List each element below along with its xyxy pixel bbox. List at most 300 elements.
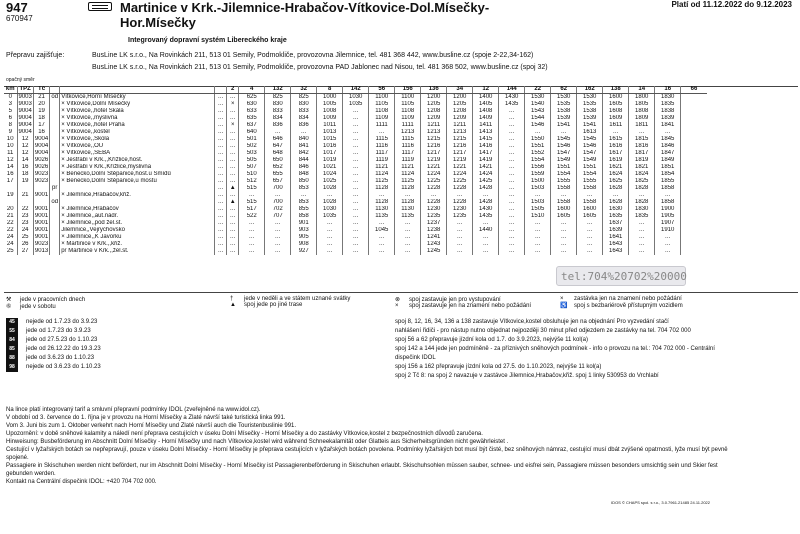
timetable-row [4,248,707,255]
departure-time: 1530 [525,94,551,102]
stop-meta: 9023 [34,171,49,177]
validity-period: Platí od 11.12.2022 do 9.12.2023 [671,0,792,9]
departure-time: 635 [239,115,265,122]
departure-time: … [317,241,343,248]
departure-time: 1556 [525,164,551,171]
period-note [6,345,101,354]
departure-time: … [499,241,525,248]
stop-meta: 21 [6,213,14,219]
departure-time: … [215,143,227,150]
departure-time: … [343,108,369,115]
departure-time: 1208 [447,108,473,115]
stop-name: × Jestřabí v Krk.,,Křížlice,host. [60,157,215,164]
departure-time: … [227,234,239,241]
departure-time [681,129,707,136]
departure-time: … [343,178,369,185]
departure-time: 1211 [447,122,473,129]
legend-text: spoj zastavuje jen na znamení nebo požádání [409,303,532,309]
departure-time: … [215,122,227,129]
departure-time: … [499,164,525,171]
departure-time: … [447,192,473,199]
departure-time: 1825 [629,178,655,185]
departure-time: … [655,192,681,199]
departure-time: … [227,129,239,136]
header-cell: 16 [655,86,681,94]
timetable-row [4,101,707,108]
departure-time [681,143,707,150]
header-cell: 66 [681,86,707,94]
departure-time: 1824 [629,171,655,178]
departure-time: 1821 [629,164,655,171]
stop-meta: 9023 [34,178,49,184]
header-cell: 138 [603,86,629,94]
stop-meta: 17 [33,122,49,129]
departure-time: 503 [239,150,265,157]
departure-time: 510 [239,171,265,178]
departure-time: 502 [239,143,265,150]
departure-time: … [215,234,227,241]
departure-time: 1558 [551,199,577,206]
stop-meta [50,122,60,129]
legend-col-4 [560,296,683,309]
header-cell: TPZ [17,86,33,94]
departure-time: 1540 [525,101,551,108]
departure-time: … [629,248,655,255]
departure-time: 1024 [317,171,343,178]
departure-time: 1845 [655,136,681,143]
departure-time: 855 [291,206,317,213]
departure-time: … [499,115,525,122]
departure-time: 1111 [395,122,421,129]
departure-time: … [227,171,239,178]
departure-time: … [343,115,369,122]
departure-time: 1846 [655,143,681,150]
departure-time: … [215,150,227,157]
stop-meta [33,199,49,206]
period-badge: 84 [6,336,18,345]
departure-time: 1530 [577,94,603,102]
stop-name [60,185,215,192]
departure-time: … [215,248,227,255]
departure-time: 1855 [655,178,681,185]
stop-meta: 14 [17,157,33,164]
departure-time: 1100 [395,94,421,102]
stop-meta: 16 [33,129,49,136]
stop-name [60,199,215,206]
departure-time: 1028 [317,199,343,206]
departure-time: … [473,234,499,241]
period-text: jede od 26.12.22 do 19.3.23 [26,346,101,352]
departure-time: 1554 [525,157,551,164]
timetable-row [4,164,707,171]
stop-meta: 23 [17,220,33,227]
departure-time: … [227,143,239,150]
departure-time: 1217 [447,150,473,157]
departure-time: ▲ [227,185,239,192]
departure-time: … [215,164,227,171]
departure-time: 1558 [551,185,577,192]
departure-time: 842 [291,150,317,157]
period-notes [6,318,101,372]
departure-time: 1216 [447,143,473,150]
departure-time: 1005 [317,101,343,108]
departure-time: 1205 [421,101,447,108]
departure-time: 1128 [369,185,395,192]
departure-time: 1421 [473,164,499,171]
header-cell: 4 [239,86,265,94]
departure-time: … [525,241,551,248]
departure-time: … [227,248,239,255]
timetable-row [4,192,707,199]
departure-time: … [499,206,525,213]
departure-time: 1125 [395,178,421,185]
departure-time: 1130 [395,206,421,213]
departure-time: 1135 [369,213,395,220]
departure-time: … [317,192,343,199]
stop-meta: 9001 [34,213,49,219]
stop-meta: 11 [7,150,14,156]
departure-time: … [215,129,227,136]
departure-time: 1609 [603,115,629,122]
departure-time: 1425 [473,178,499,185]
departure-time: 1616 [603,143,629,150]
stop-meta: 24 [17,227,33,234]
period-note [6,363,101,372]
departure-time: 515 [239,185,265,192]
tel-link-tooltip[interactable]: tel:704%20702%20000 [556,266,686,286]
departure-time: … [265,129,291,136]
departure-time: 1635 [603,213,629,220]
timetable-row [4,234,707,241]
departure-time: 1541 [551,122,577,129]
departure-time: 1108 [369,108,395,115]
departure-time: 1830 [629,206,655,213]
stop-meta: 19 [6,192,14,198]
departure-time: 1546 [577,143,603,150]
departure-time: … [655,241,681,248]
stop-meta: 9004 [34,150,49,156]
departure-time: … [343,248,369,255]
departure-time: … [239,192,265,199]
departure-time: … [343,192,369,199]
departure-time: … [499,122,525,129]
departure-time: 1816 [629,143,655,150]
departure-time: … [525,227,551,234]
stop-meta [50,143,60,150]
departure-time: 858 [291,213,317,220]
general-note: Hinweisung: Busbeförderung im Abschnitt Dolní Mísečky - Horní Mísečky und nach Vítkovice,kostel wird während Schneekalamität oder Glatteis aus Sicherheitsgründen nicht gewährleistet . [6,439,509,445]
stop-meta [17,199,33,206]
departure-time [681,94,707,102]
timetable-row [4,143,707,150]
timetable-row [4,220,707,227]
departure-time: ▲ [227,199,239,206]
departure-time: 846 [291,164,317,171]
departure-time: 1555 [577,178,603,185]
departure-time: … [603,129,629,136]
departure-time [681,206,707,213]
timetable-row [4,171,707,178]
legend-symbol-icon: × [560,296,564,302]
departure-time: 1405 [473,101,499,108]
stop-meta [50,213,60,220]
departure-time: 850 [291,178,317,185]
departure-time: 1600 [551,206,577,213]
header-cell: 8 [317,86,343,94]
departure-time: … [215,178,227,185]
departure-time [681,234,707,241]
stop-meta: 12 [17,136,33,143]
stop-name: × Jestřabí v Krk.,Křížlice,myslivna [60,164,215,171]
departure-time: 1643 [603,248,629,255]
departure-time: … [525,248,551,255]
departure-time: 648 [265,150,291,157]
departure-time: … [499,171,525,178]
departure-time: 1225 [421,178,447,185]
stop-meta: 22 [17,206,33,213]
departure-time: … [499,178,525,185]
departure-time: 1546 [551,143,577,150]
stop-meta: 19 [17,178,33,185]
departure-time: … [265,227,291,234]
header-cell: 132 [265,86,291,94]
departure-time: … [655,129,681,136]
departure-time: 1839 [655,115,681,122]
stop-meta: 21 [17,192,33,199]
stop-meta: 9004 [18,129,32,135]
departure-time: … [577,248,603,255]
departure-time: … [227,157,239,164]
carrier-line-1: BusLine LK s.r.o., Na Rovinkách 211, 513 01 Semily, Podmokliče, provozovna Jilemnice, tel. 481 368 442, www.busline.cz (spoje 2-22,34-162) [92,52,534,59]
legend-text: jede v sobotu [20,304,56,310]
stop-meta: 9004 [34,136,49,142]
departure-time: 1035 [317,213,343,220]
departure-time: 1428 [473,185,499,192]
general-note: Na lince platí integrovaný tarif a smluvní přepravní podmínky IDOL (zveřejněné na www.idol.cz). [6,407,261,413]
departure-time: … [343,199,369,206]
stop-meta: od [51,94,59,100]
departure-time: 1551 [525,143,551,150]
departure-time: 1235 [421,213,447,220]
departure-time: 1238 [421,227,447,234]
departure-time: … [227,227,239,234]
departure-time: 700 [265,185,291,192]
legend-symbol-icon: ▲ [230,302,236,308]
departure-time: 1105 [395,101,421,108]
departure-time: 507 [239,164,265,171]
departure-time: … [603,192,629,199]
departure-time: 836 [291,122,317,129]
departure-time: 1121 [369,164,395,171]
departure-time: 512 [239,178,265,185]
general-note: Cestující v lyžařských botách se nepřepravují, pouze v úseku Dolní Mísečky - Horní Mísečky je přeprava cestujících v lyžařských botách povolena. Podmínky lyžařských bot musí být čisté, bez sněhových námraz, cestující musí dbát zvýšené opatrnosti, lyže musí být pevně spojené. [6,447,728,461]
timetable-row [4,136,707,143]
departure-time: 1805 [629,101,655,108]
stop-name: × Vítkovice,,hotel Praha [60,122,215,129]
departure-time: … [369,241,395,248]
departure-time [681,192,707,199]
line-code: 670947 [6,14,33,23]
departure-time: 702 [265,206,291,213]
departure-time: 833 [265,108,291,115]
timetable-row [4,108,707,115]
departure-time: … [369,248,395,255]
departure-time: 1545 [551,136,577,143]
departure-time: 1555 [551,178,577,185]
departure-time: … [499,199,525,206]
departure-time: … [499,129,525,136]
departure-time: 1135 [395,213,421,220]
departure-time: … [343,206,369,213]
departure-time: … [215,213,227,220]
departure-time: 1213 [447,129,473,136]
departure-time: … [447,220,473,227]
timetable-header [4,86,707,94]
departure-time: 1630 [603,206,629,213]
departure-time: 1011 [317,122,343,129]
departure-time: … [655,248,681,255]
departure-time: 1549 [577,157,603,164]
stop-meta [4,185,17,192]
departure-time: 1552 [525,150,551,157]
stop-meta [50,220,60,227]
departure-time: … [227,192,239,199]
departure-time: 1847 [655,150,681,157]
departure-time: 1505 [525,206,551,213]
departure-time: … [629,129,655,136]
stop-name: Jilemnice,,Vejrychovsko [60,227,215,234]
legend-col-1 [6,296,85,310]
period-text: jede od 27.5.23 do 1.10.23 [26,337,98,343]
stop-name: × Jilemnice,Hrabačov [60,206,215,213]
legend-col-2 [230,296,350,308]
departure-time: … [343,164,369,171]
departure-time: 1105 [369,101,395,108]
departure-time: … [629,241,655,248]
departure-time: … [317,227,343,234]
departure-time: 848 [291,171,317,178]
timetable-row [4,227,707,234]
departure-time: 1910 [655,227,681,234]
departure-time: 1907 [655,220,681,227]
legend-symbol-icon: ⑥ [6,304,12,310]
departure-time: 1830 [655,94,681,102]
departure-time: 1858 [655,199,681,206]
stop-meta: 18 [17,171,33,178]
timetable-row [4,115,707,122]
stop-meta: 20 [6,206,14,212]
departure-time: 901 [291,220,317,227]
departure-time: 1408 [473,108,499,115]
legend-text: spoj jede po jiné trase [244,302,303,308]
departure-time [681,122,707,129]
stop-meta: 6 [8,115,12,121]
departure-time: 903 [291,227,317,234]
legend-item [395,296,531,303]
stop-name: × Jilemnice,,aut.nádr. [60,213,215,220]
departure-time: 1600 [603,94,629,102]
carrier-label: Přepravu zajišťuje: [6,52,65,59]
departure-time: … [265,192,291,199]
departure-time: 637 [239,122,265,129]
departure-time: 1115 [395,136,421,143]
header-cell: Tč [33,86,49,94]
departure-time: 1416 [473,143,499,150]
departure-time: 1413 [473,129,499,136]
departure-time: 1547 [551,150,577,157]
departure-time: … [227,108,239,115]
stop-name: × Vítkovice,,Škola [60,136,215,143]
departure-time: … [343,157,369,164]
stop-meta: 9001 [34,227,49,233]
header-cell: km [4,86,17,94]
departure-time: … [239,220,265,227]
legend-text: spoj s bezbariérově přístupným vozidlem [574,303,683,309]
stop-meta: 9026 [34,164,49,170]
stop-meta [50,157,60,164]
departure-time: 1045 [369,227,395,234]
departure-time: 1905 [655,213,681,220]
departure-time: 1817 [629,150,655,157]
departure-time: … [629,234,655,241]
header-cell: 12 [473,86,499,94]
departure-time: 1117 [395,150,421,157]
legend-symbol-icon: ⚒ [6,297,12,303]
departure-time: 1015 [317,136,343,143]
departure-time: 1224 [421,171,447,178]
departure-time: 1035 [343,101,369,108]
departure-time: 1221 [447,164,473,171]
stop-meta: 9004 [18,115,32,121]
right-notes [395,318,725,381]
departure-time: 1545 [577,136,603,143]
departure-time: … [343,227,369,234]
stop-meta [50,206,60,213]
stop-meta: 16 [17,164,33,171]
stop-meta [50,150,60,157]
departure-time: … [317,220,343,227]
stop-meta: 16 [6,171,14,177]
departure-time: 853 [291,185,317,192]
departure-time: 1213 [395,129,421,136]
stop-meta: 9004 [18,122,32,128]
period-badge: 45 [6,318,18,327]
departure-time: … [551,241,577,248]
departure-time: 830 [291,101,317,108]
departure-time: … [577,241,603,248]
departure-time: … [215,94,227,102]
departure-time: 1809 [629,115,655,122]
departure-time: 1216 [421,143,447,150]
departure-time: … [343,150,369,157]
departure-time: … [239,234,265,241]
departure-time: 1549 [551,157,577,164]
departure-time: 1225 [447,178,473,185]
departure-time: 1510 [525,213,551,220]
departure-time: 1828 [629,199,655,206]
departure-time: 1021 [317,164,343,171]
departure-time: … [215,101,227,108]
period-note [6,318,101,327]
departure-time: 1100 [369,94,395,102]
departure-time: 1550 [525,136,551,143]
stop-meta: 12 [17,143,33,150]
departure-time: 1209 [447,115,473,122]
stop-meta [50,164,60,171]
stop-meta: 24 [6,234,14,240]
header-cell: 62 [551,86,577,94]
departure-time: … [215,192,227,199]
